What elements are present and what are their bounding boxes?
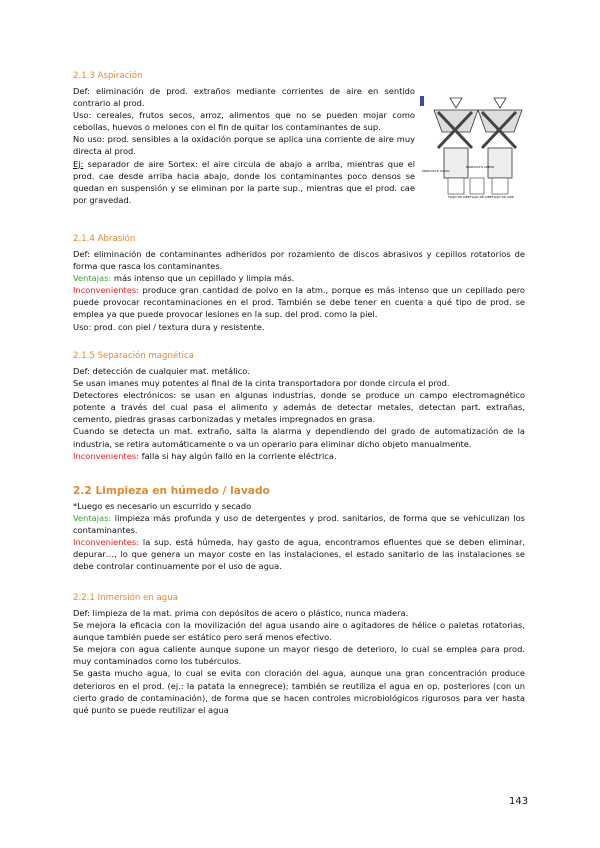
label-producto-sucio: PRODUCTO SUCIO bbox=[422, 169, 450, 173]
ventajas: Ventajas: limpieza más profunda y uso de detergentes y prod. sanitarios, de forma que se vehiculizan los contaminantes. bbox=[73, 513, 525, 536]
paragraph-eficacia: Se mejora la eficacia con la movilización del agua usando aire o agitadores de hélice o paletas rotatorias, aunque también puede ser estático pero será menos efectivo. bbox=[73, 620, 525, 643]
paragraph-detectores: Detectores electrónicos: se usan en algunas industrias, donde se produce un campo electromagnético potente a través del cual pasa el alimento y además de detectar metales, detectan part. extrañas, cemento, piedras grasas carbonizadas y metales impregnados en grasa. bbox=[73, 390, 525, 425]
uso: Uso: prod. con piel / textura dura y resistente. bbox=[73, 321, 265, 332]
inconvenientes: Inconvenientes: la sup. está húmeda, hay gasto de agua, encontramos efluentes que se deben eliminar, depurar…, lo que genera un mayor coste en las instalaciones, el estado sanitario de las instalaciones se debe controlar continuamente por el uso de agua. bbox=[73, 537, 525, 572]
definition: Def: limpieza de la mat. prima con depósitos de acero o plástico, nunca madera. bbox=[73, 608, 409, 618]
section-title: 2.1.5 Separación magnética bbox=[73, 351, 194, 361]
example: Ej: separador de aire Sortex: el aire circula de abajo a arriba, mientras que el prod. cae desde arriba hacia abajo, donde los contaminantes poco densos se quedan en suspensión y se eliminan por la parte sup., mientras que el prod. cae por gravedad. bbox=[73, 158, 415, 205]
paragraph-gasto-agua: Se gasta mucho agua, lo cual se evita con cloración del agua, aunque una gran concentración produce deterioros en el prod. (ej.: la patata la ennegrece); también se reutiliza el agua en op. posteriores (con un cierto grado de contaminación), de forma que se hacen controles microbiológicos rigurosos para ver hasta qué punto se puede reutilizar el agua bbox=[73, 668, 525, 715]
label-flujo-aire-1: FLUJO DE AIRE bbox=[448, 195, 470, 199]
paragraph-agua-caliente: Se mejora con agua caliente aunque supone un mayor riesgo de deterioro, lo cual se emplea para prod. muy contaminados como los tubérculos. bbox=[73, 644, 525, 667]
definition: Def: eliminación de prod. extraños mediante corrientes de aire en sentido contrario al prod. bbox=[73, 86, 415, 109]
paragraph-imanes: Se usan imanes muy potentes al final de la cinta transportadora por donde circula el prod. bbox=[73, 378, 450, 389]
label-producto-limpio: PRODUCTO LIMPIO bbox=[466, 165, 495, 169]
definition: Def: detección de cualquier mat. metálico. bbox=[73, 366, 250, 376]
air-separator-diagram bbox=[420, 92, 525, 200]
label-flujo-aire-3: FLUJO DE AIRE bbox=[492, 195, 514, 199]
inconvenientes: Inconvenientes: produce gran cantidad de polvo en la atm., porque es más intenso que un cepillado pero puede provocar recontaminaciones en el prod. También se debe tener en cuenta a qué tipo de prod. se emplea ya que puede provocar lesiones en la sup. del prod. como la piel. bbox=[73, 285, 525, 320]
uso: Uso: cereales, frutos secos, arroz, alimentos que no se pueden mojar como cebollas, huevos o melones con el fin de quitar los contaminantes de sup. bbox=[73, 110, 415, 133]
ventajas: Ventajas: más intenso que un cepillado y limpia más. bbox=[73, 273, 295, 284]
section-aspiracion bbox=[73, 70, 415, 206]
section-title: 2.1.3 Aspiración bbox=[73, 71, 143, 81]
paragraph-alarma: Cuando se detecta un mat. extraño, salta la alarma y dependiendo del grado de automatización de la industria, se retira automáticamente o va un operario para eliminar dicho objeto manualmente. bbox=[73, 426, 525, 449]
section-title: 2.2.1 Inmersión en agua bbox=[73, 593, 178, 603]
no-uso: No uso: prod. sensibles a la oxidación porque se aplica una corriente de aire muy directa al prod. bbox=[73, 134, 415, 157]
air-separator-illustration bbox=[420, 92, 525, 200]
section-abrasion bbox=[73, 233, 525, 333]
section-title: 2.1.4 Abrasión bbox=[73, 234, 136, 244]
note: *Luego es necesario un escurrido y secado bbox=[73, 501, 252, 511]
section-limpieza-humedo bbox=[73, 484, 525, 573]
inconvenientes: Inconvenientes: falla si hay algún fallo en la corriente eléctrica. bbox=[73, 450, 337, 461]
section-separacion-magnetica bbox=[73, 350, 525, 462]
section-title: 2.2 Limpieza en húmedo / lavado bbox=[73, 485, 270, 497]
page-number: 143 bbox=[509, 796, 529, 807]
definition: Def: eliminación de contaminantes adheridos por rozamiento de discos abrasivos y cepillos rotatorios de forma que rasca los contaminantes. bbox=[73, 249, 525, 272]
label-flujo-aire-2: FLUJO DE AIRE bbox=[470, 195, 492, 199]
section-inmersion-agua bbox=[73, 592, 525, 716]
